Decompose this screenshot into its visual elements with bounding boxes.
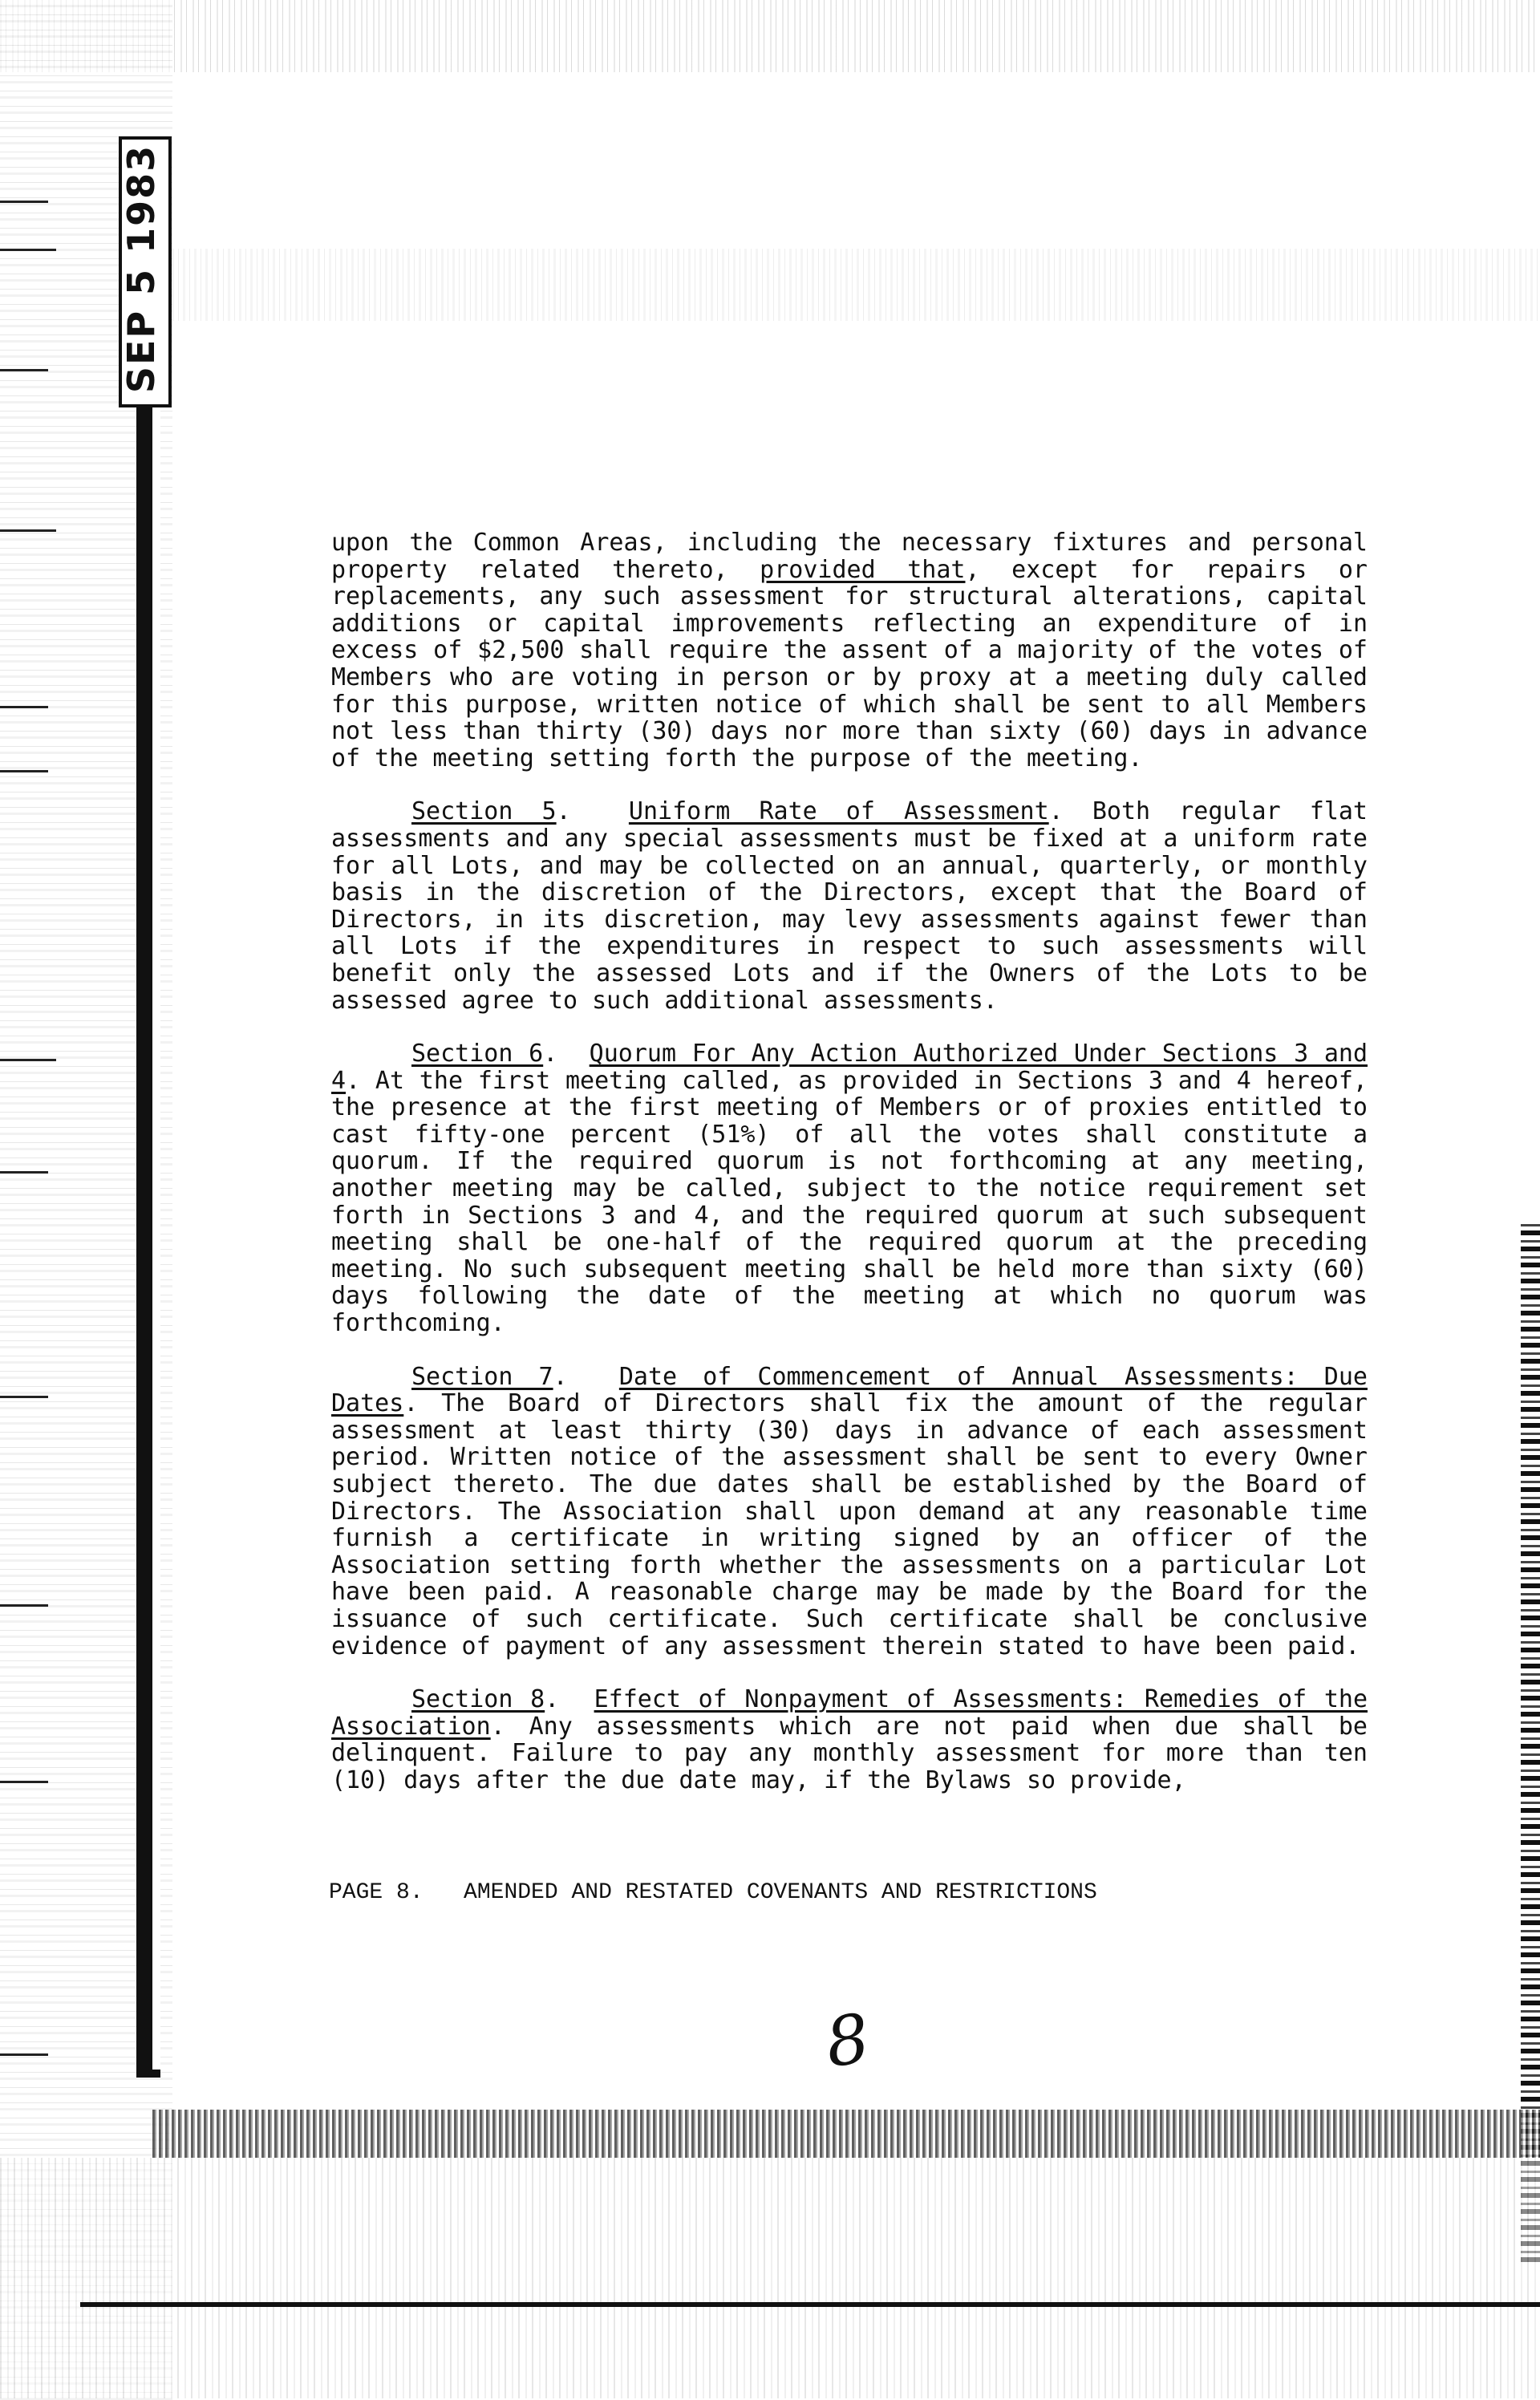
section-label: Section 6 — [411, 1040, 544, 1068]
paragraph-text: Any assessments which are not paid when due shall be delinquent. Failure to pay any monthly assessment for more than ten (10) days after the due date may, if the Bylaws so provide, — [331, 1712, 1368, 1794]
section-label: Section 7 — [411, 1362, 553, 1391]
document-body — [331, 529, 1368, 1794]
section-heading: Quorum For Any Action Authorized Under Sections 3 and 4 — [331, 1040, 1368, 1095]
scan-noise-bottom-band — [152, 2110, 1540, 2158]
paragraph-text: At the first meeting called, as provided in Sections 3 and 4 hereof, the presence at the first meeting of Members or of proxies entitled to cast fifty-one percent (51%) of all the votes shall constitute a quorum. If the required quorum is not forthcoming at any meeting, another meeting may be called, subject to the notice requirement set forth in Sections 3 and 4, and the required quorum at such subsequent meeting shall be one-half of the required quorum at the preceding meeting. No such subsequent meeting shall be held more than sixty (60) days following the date of the meeting at which no quorum was forthcoming. — [331, 1066, 1368, 1338]
section-heading: Effect of Nonpayment of Assessments: Remedies of the Association — [331, 1685, 1368, 1741]
paragraph-text: The Board of Directors shall fix the amount of the regular assessment at least thirty (30) days in advance of each assessment period. Written notice of the assessment shall be sent to every Owner subject thereto. The due dates shall be established by the Board of Directors. The Association shall upon demand at any reasonable time furnish a certificate in writing signed by an officer of the Association setting forth whether the assessments on a particular Lot have been paid. A reasonable charge may be made by the Board for the issuance of such certificate. Such certificate shall be conclusive evidence of payment of any assessment therein stated to have been paid. — [331, 1389, 1368, 1660]
scan-noise-band — [144, 249, 1540, 321]
section-continuation — [331, 529, 1368, 772]
margin-tick — [0, 2053, 48, 2056]
page-bottom-rule — [80, 2302, 1540, 2307]
margin-tick — [0, 1604, 48, 1607]
section-8: Section 8. Effect of Nonpayment of Assessments: Remedies of the Association. Any assessments which are not paid when due shall be delinquent. Failure to pay any monthly assessment for more than ten (10) days after the due date may, if the Bylaws so provide, — [331, 1685, 1368, 1794]
handwritten-page-number: 8 — [821, 1998, 875, 2083]
section-5: Section 5. Uniform Rate of Assessment. Both regular flat assessments and any special assessments must be fixed at a uniform rate for all Lots, and may be collected on an annual, quarterly, or monthly basis in the discretion of the Directors, except that the Board of Directors, in its discretion, may levy assessments against fewer than all Lots if the expenditures in respect to such assessments will benefit only the assessed Lots and if the Owners of the Lots to be assessed agree to such additional assessments. — [331, 797, 1368, 1015]
scan-noise-bottom — [0, 2158, 1540, 2398]
paragraph-text: upon the Common Areas, including the necessary fixtures and personal property related thereto, — [331, 529, 1368, 584]
section-7: Section 7. Date of Commencement of Annual Assessments: Due Dates. The Board of Directors shall fix the amount of the regular assessment at least thirty (30) days in advance of each assessment period. Written notice of the assessment shall be sent to every Owner subject thereto. The due dates shall be established by the Board of Directors. The Association shall upon demand at any reasonable time furnish a certificate in writing signed by an officer of the Association setting forth whether the assessments on a particular Lot have been paid. A reasonable charge may be made by the Board for the issuance of such certificate. Such certificate shall be conclusive evidence of payment of any assessment therein stated to have been paid. — [331, 1362, 1368, 1660]
margin-tick — [0, 1396, 48, 1398]
section-6: Section 6. Quorum For Any Action Authorized Under Sections 3 and 4. At the first meeting called, as provided in Sections 3 and 4 hereof, the presence at the first meeting of Members or of proxies entitled to cast fifty-one percent (51%) of all the votes shall constitute a quorum. If the required quorum is not forthcoming at any meeting, another meeting may be called, subject to the notice requirement set forth in Sections 3 and 4, and the required quorum at such subsequent meeting shall be one-half of the required quorum at the preceding meeting. No such subsequent meeting shall be held more than sixty (60) days following the date of the meeting at which no quorum was forthcoming. — [331, 1040, 1368, 1338]
footer-page-label: PAGE 8. — [329, 1880, 424, 1905]
binding-edge-highlight — [152, 401, 160, 2070]
paragraph-text: Both regular flat assessments and any special assessments must be fixed at a uniform rate for all Lots, and may be collected on an annual, quarterly, or monthly basis in the discretion of the Directors, except that the Board of Directors, in its discretion, may levy assessments against fewer than all Lots if the expenditures in respect to such assessments will benefit only the assessed Lots and if the Owners of the Lots to be assessed agree to such additional assessments. — [331, 797, 1368, 1015]
date-stamp: SEP 5 1983 — [120, 144, 163, 394]
scan-noise-right-edge — [1521, 1219, 1540, 2262]
scan-noise-top — [0, 0, 1540, 72]
margin-tick — [0, 770, 48, 772]
underlined-phrase: provided that — [760, 555, 966, 584]
section-label: Section 5 — [411, 797, 557, 826]
margin-tick — [0, 706, 48, 708]
margin-tick — [0, 201, 48, 203]
section-heading: Uniform Rate of Assessment — [628, 797, 1049, 826]
margin-tick — [0, 249, 56, 251]
margin-tick — [0, 529, 56, 532]
margin-tick — [0, 1059, 56, 1061]
margin-tick — [0, 1171, 48, 1174]
margin-tick — [0, 1781, 48, 1783]
section-label: Section 8 — [411, 1685, 545, 1714]
page-footer — [329, 1880, 1097, 1905]
section-heading: Date of Commencement of Annual Assessments: Due Dates — [331, 1362, 1368, 1418]
paragraph-text: , except for repairs or replacements, any such assessment for structural alterations, capital additions or capital improvements reflecting an expenditure of in excess of $2,500 shall require the assent of a majority of the votes of Members who are voting in person or by proxy at a meeting duly called for this purpose, written notice of which shall be sent to all Members not less than thirty (30) days nor more than sixty (60) days in advance of the meeting setting forth the purpose of the meeting. — [331, 555, 1368, 772]
margin-tick — [0, 369, 48, 371]
footer-document-title: AMENDED AND RESTATED COVENANTS AND RESTRICTIONS — [464, 1880, 1097, 1905]
